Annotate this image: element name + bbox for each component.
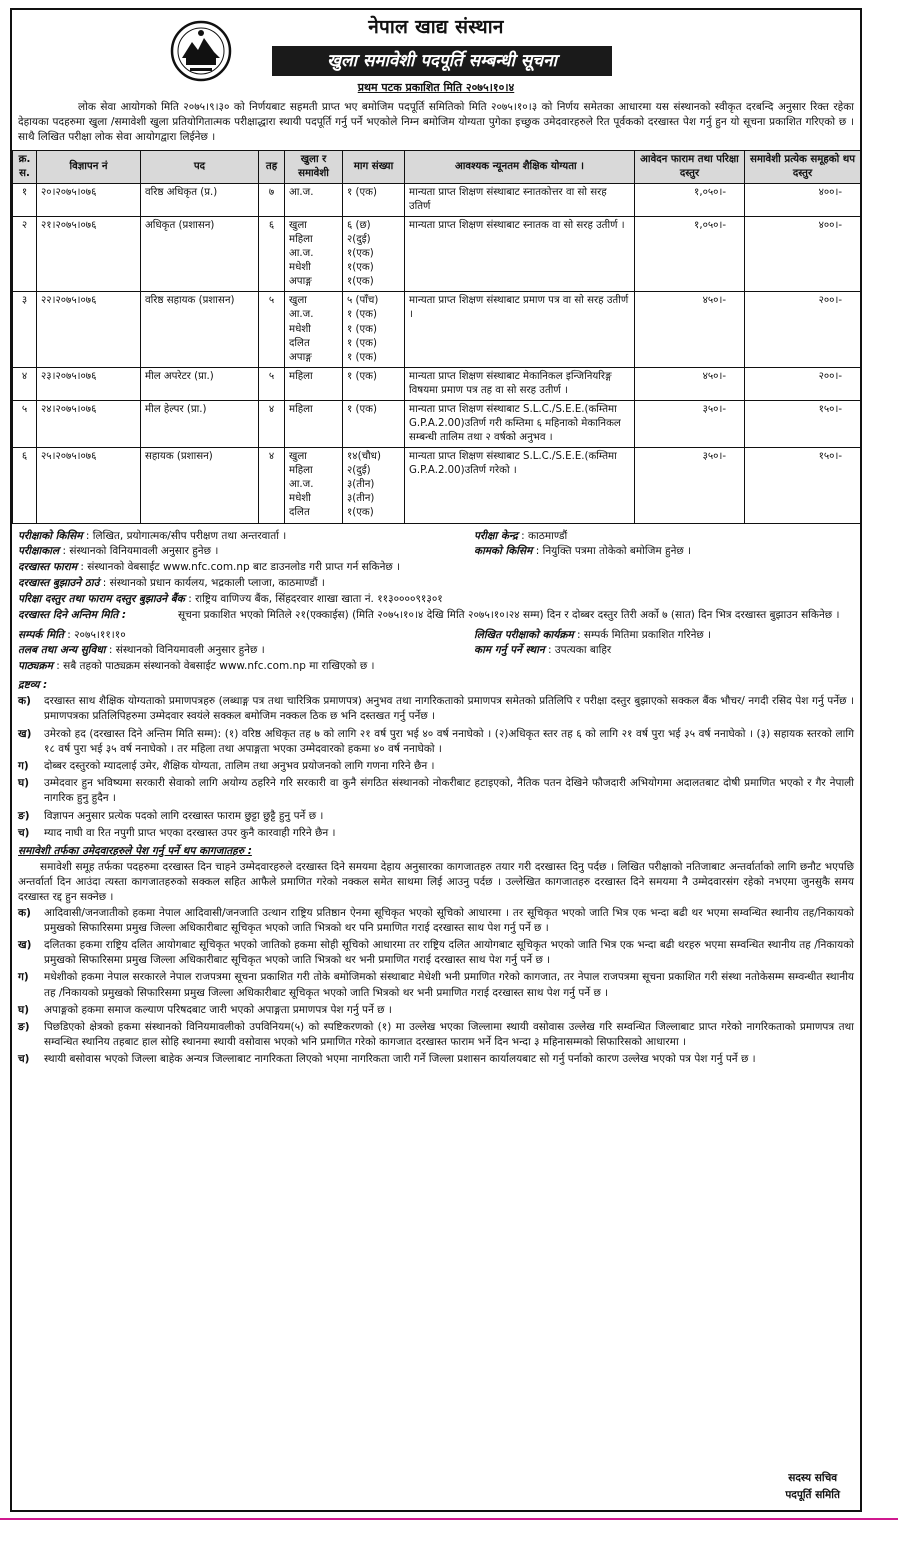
table-header-row xyxy=(13,150,861,183)
deadline-label: दरखास्त दिने अन्तिम मिति : xyxy=(18,609,127,622)
bank-info: : राष्ट्रिय वाणिज्य बैंक, सिंहदरवार शाखा खाता नं. ११३००००९१३०१ xyxy=(188,593,443,606)
organization-name: नेपाल खाद्य संस्थान xyxy=(368,16,504,38)
list-item-text: दलितका हकमा राष्ट्रिय दलित आयोगबाट सूचिकृत भएको जातिको हकमा सोही सूचिको आधारमा तर राष्ट्रिय दलित आयोगबाट सूचिकृत भएको जाति भित्र एक भन्दा बढी थरहरु भएमा सम्वन्धित स्थानीय तह /निकायको प्रमुखको सिफारिसमा प्रमुख जिल्ला अधिकारीबाट सूचिकृत भएको जाति भित्रको थर भनी प्रमाणित गराई दरखास्त साथ पेश गर्नु पर्ने छ । xyxy=(44,938,854,967)
signature-block xyxy=(785,1470,840,1504)
table-header-cell: आवश्यक न्यूनतम शैक्षिक योग्यता । xyxy=(405,150,635,183)
list-item xyxy=(18,1020,854,1050)
table-header-cell: समावेशी प्रत्येक समूहको थप दस्तुर xyxy=(745,150,861,183)
list-item-text: स्थायी बसोवास भएको जिल्ला बाहेक अन्यत्र जिल्लाबाट नागरिकता लिएको भएमा नागरिकता जारी गर्ने जिल्ला प्रशासन कार्यालयबाट सो गर्नु पर्नाको कारण उल्लेख भएको पत्र पेश गर्नु पर्ने छ । xyxy=(44,1053,756,1066)
exam-type: : लिखित, प्रयोगात्मक/सीप परीक्षण तथा अन्तरवार्ता । xyxy=(85,529,287,542)
list-item-marker: क) xyxy=(18,695,31,708)
advertisement-cell: २२।२०७५।०७६ xyxy=(37,292,141,367)
fee-cell: ३५०।- xyxy=(635,448,745,523)
list-item xyxy=(18,759,854,774)
list-item-marker: ख) xyxy=(18,938,32,951)
table-header-cell: माग संख्या xyxy=(343,150,405,183)
exam-info xyxy=(12,529,860,676)
level-cell: ४ xyxy=(259,400,285,447)
level-cell: ६ xyxy=(259,216,285,291)
serial-cell: २ xyxy=(13,216,37,291)
level-cell: ५ xyxy=(259,367,285,400)
extra-fee-cell: २००।- xyxy=(745,292,861,367)
contact-date: : २०७५।११।१० xyxy=(67,628,126,641)
salary-label: तलब तथा अन्य सुविधा xyxy=(18,644,106,657)
list-item xyxy=(18,776,854,806)
notice-title: खुला समावेशी पदपूर्ति सम्बन्धी सूचना xyxy=(272,46,612,76)
list-item xyxy=(18,694,854,724)
extra-fee-cell: १५०।- xyxy=(745,400,861,447)
fee-cell: ४५०।- xyxy=(635,367,745,400)
extra-fee-cell: ४००।- xyxy=(745,183,861,216)
written-program: : सम्पर्क मितिमा प्रकाशित गरिनेछ । xyxy=(577,628,712,641)
exam-period-label: परीक्षाकाल xyxy=(18,545,60,558)
vacancy-table xyxy=(12,150,861,524)
fee-cell: ३५०।- xyxy=(635,400,745,447)
level-cell: ७ xyxy=(259,183,285,216)
post-cell: सहायक (प्रशासन) xyxy=(141,448,259,523)
table-row xyxy=(13,400,861,447)
extra-fee-cell: ४००।- xyxy=(745,216,861,291)
table-row xyxy=(13,183,861,216)
form-info: : संस्थानको वेबसाईट www.nfc.com.np बाट डाउनलोड गरी प्राप्त गर्न सकिनेछ । xyxy=(80,561,401,574)
serial-cell: ६ xyxy=(13,448,37,523)
count-cell: १ (एक) xyxy=(343,400,405,447)
level-cell: ५ xyxy=(259,292,285,367)
extra-fee-cell: १५०।- xyxy=(745,448,861,523)
count-cell: ५ (पाँच) १ (एक) १ (एक) १ (एक) १ (एक) xyxy=(343,292,405,367)
advertisement-cell: २१।२०७५।०७६ xyxy=(37,216,141,291)
submit-place: : संस्थानको प्रधान कार्यलय, भद्रकाली प्लाजा, काठमाण्डौं । xyxy=(102,577,325,590)
group-cell: खुला महिला आ.ज. मधेशी अपाङ्ग xyxy=(285,216,343,291)
post-cell: अधिकृत (प्रशासन) xyxy=(141,216,259,291)
inclusive-intro: समावेशी समूह तर्फका पदहरुमा दरखास्त दिन चाहने उम्मेदवारहरुले दरखास्त दिने समयमा देहाय अनुसारका कागजातहरु तयार गरी दरखास्त दिनु पर्दछ । लिखित परीक्षाको नतिजाबाट अन्तर्वार्ताको लागि छनौट भएपछि अन्तर्वार्ता दिन आउंदा त्यस्ता कागजातहरुको सक्कल सहित आफैले प्रमाणित गरेको नक्कल समेत साथमा लिई आउनु पर्दछ । उल्लेखित कागजातहरु दरखास्त दिने समयमा नै उम्मेदवारसंग रहेको नभएमा जुनसुकै समय दरखास्त रद्द हुन सक्नेछ । xyxy=(18,860,854,904)
syllabus-label: पाठ्यक्रम xyxy=(18,660,53,673)
notice-header xyxy=(12,10,860,100)
list-item-marker: ग) xyxy=(18,760,29,772)
count-cell: ६ (छ) २(दुई) १(एक) १(एक) १(एक) xyxy=(343,216,405,291)
serial-cell: ३ xyxy=(13,292,37,367)
list-item-text: दरखास्त साथ शैक्षिक योग्यताको प्रमाणपत्रहरु (लब्धाङ्ग पत्र तथा चारित्रिक प्रमाणपत्र) अनुभव तथा नागरिकताको प्रमाणपत्र समेतको प्रतिलिपि र परीक्षा दस्तुर बुझाएको सक्कल बैंक भौचर/ नगदी रसिद पेश गर्नु पर्नेछ । प्रमाणपत्रका प्रतिलिपिहरुमा उम्मेदवार स्वयंले सक्कल बमोजिम नक्कल ठिक छ भनि दस्तखत गर्नु पर्नेछ । xyxy=(44,695,854,723)
qualification-cell: मान्यता प्राप्त शिक्षण संस्थाबाट प्रमाण पत्र वा सो सरह उतीर्ण । xyxy=(405,292,635,367)
publish-date: प्रथम पटक प्रकाशित मिति २०७५।१०।४ xyxy=(357,81,515,94)
group-cell: खुला आ.ज. मधेशी दलित अपाङ्ग xyxy=(285,292,343,367)
group-cell: खुला महिला आ.ज. मधेशी दलित xyxy=(285,448,343,523)
notice-frame xyxy=(10,8,862,1512)
count-cell: १ (एक) xyxy=(343,183,405,216)
exam-center-label: परीक्षा केन्द्र xyxy=(474,529,518,542)
list-item-marker: ख) xyxy=(18,727,32,740)
list-item xyxy=(18,826,854,841)
list-item xyxy=(18,970,854,1000)
table-row xyxy=(13,292,861,367)
table-row xyxy=(13,216,861,291)
qualification-cell: मान्यता प्राप्त शिक्षण संस्थाबाट स्नातक वा सो सरह उतीर्ण । xyxy=(405,216,635,291)
advertisement-cell: २०।२०७५।०७६ xyxy=(37,183,141,216)
advertisement-cell: २५।२०७५।०७६ xyxy=(37,448,141,523)
serial-cell: ५ xyxy=(13,400,37,447)
list-item-marker: ङ) xyxy=(18,1021,30,1034)
workplace: : उपत्यका बाहिर xyxy=(548,644,612,657)
form-label: दरखास्त फाराम xyxy=(18,561,78,574)
bottom-divider xyxy=(0,1518,898,1520)
list-item-text: मधेशीको हकमा नेपाल सरकारले नेपाल राजपत्रमा सूचना प्रकाशित गरी तोके बमोजिमको संस्थाबाट मेधेशी भनी प्रमाणित गरेको कागजात, तर नेपाल राजपत्रमा सूचना प्रकाशित गरी संस्था नतोकेसम्म सम्वन्धीत स्थानीय तह /निकायको प्रमुखको सिफारिसमा प्रमुख जिल्ला अधिकारीबाट सूचिकृत भएको जाति भित्रको थर भनी प्रमाणित गराई दरखास्त साथ पेश गर्नु पर्ने छ । xyxy=(44,971,854,999)
list-item-text: उम्मेदवार हुन भविष्यमा सरकारी सेवाको लागि अयोग्य ठहरिने गरि सरकारी वा कुनै संगठित संस्थानको नोकरीबाट हटाइएको, नैतिक पतन देखिने फौजदारी अभियोगमा अदालतबाट दोषी प्रमाणित भएको र गैर नेपाली नागरिक हुनु हुदैन । xyxy=(44,777,854,805)
list-item xyxy=(18,1052,854,1067)
fee-cell: ४५०।- xyxy=(635,292,745,367)
list-item xyxy=(18,938,854,968)
extra-fee-cell: २००।- xyxy=(745,367,861,400)
list-item-marker: च) xyxy=(18,826,30,839)
table-header-cell: खुला र समावेशी xyxy=(285,150,343,183)
table-header-cell: आवेदन फाराम तथा परिक्षा दस्तुर xyxy=(635,150,745,183)
written-program-label: लिखित परीक्षाको कार्यक्रम xyxy=(474,628,574,641)
level-cell: ४ xyxy=(259,448,285,523)
qualification-cell: मान्यता प्राप्त शिक्षण संस्थाबाट स्नातकोत्तर वा सो सरह उतिर्ण xyxy=(405,183,635,216)
list-item xyxy=(18,809,854,824)
notes-title: द्रष्टव्य : xyxy=(18,679,48,692)
exam-type-label: परीक्षाको किसिम xyxy=(18,529,83,542)
list-item xyxy=(18,906,854,936)
post-cell: वरिष्ठ सहायक (प्रशासन) xyxy=(141,292,259,367)
list-item-marker: ङ) xyxy=(18,809,30,822)
work-type-label: कामको किसिम xyxy=(474,545,533,558)
table-body xyxy=(13,183,861,523)
group-cell: महिला xyxy=(285,367,343,400)
list-item-marker: ग) xyxy=(18,971,29,984)
exam-center: : काठमाण्डौं xyxy=(521,529,568,542)
post-cell: वरिष्ठ अधिकृत (प्र.) xyxy=(141,183,259,216)
fee-cell: १,०५०।- xyxy=(635,183,745,216)
signature-committee: पदपूर्ति समिति xyxy=(785,1489,840,1502)
signature-title: सदस्य सचिव xyxy=(788,1472,838,1485)
submit-place-label: दरखास्त बुझाउने ठाउं xyxy=(18,577,100,590)
inclusive-title: समावेशी तर्फका उमेदवारहरुले पेश गर्नु पर्ने थप कागजातहरु : xyxy=(18,845,252,858)
advertisement-cell: २३।२०७५।०७६ xyxy=(37,367,141,400)
table-header-cell: क्र. स. xyxy=(13,150,37,183)
bank-label: परिक्षा दस्तुर तथा फाराम दस्तुर बुझाउने बैंक xyxy=(18,593,185,606)
table-header-cell: विज्ञापन नं xyxy=(37,150,141,183)
list-item-text: अपाङ्गको हकमा समाज कल्याण परिषदबाट जारी भएको अपाङ्गता प्रमाणपत्र पेश गर्नु पर्ने छ । xyxy=(44,1003,392,1016)
list-item-marker: घ) xyxy=(18,1003,30,1016)
list-item xyxy=(18,1003,854,1018)
exam-period: : संस्थानको विनियमावली अनुसार हुनेछ । xyxy=(62,545,219,558)
salary-info: : संस्थानको विनियमावली अनुसार हुनेछ । xyxy=(108,644,265,657)
table-row xyxy=(13,448,861,523)
list-item-text: दोब्बर दस्तुरको म्यादलाई उमेर, शैक्षिक योग्यता, तालिम तथा अनुभव प्रयोजनको लागि गणना गरिने छैन । xyxy=(44,760,435,772)
serial-cell: ४ xyxy=(13,367,37,400)
list-item-text: विज्ञापन अनुसार प्रत्येक पदको लागि दरखास्त फाराम छुट्टा छुट्टै हुनु पर्ने छ । xyxy=(44,809,324,822)
workplace-label: काम गर्नु पर्ने स्थान xyxy=(474,644,545,657)
fee-cell: १,०५०।- xyxy=(635,216,745,291)
inclusive-list xyxy=(12,906,860,1068)
table-header-cell: पद xyxy=(141,150,259,183)
advertisement-cell: २४।२०७५।०७६ xyxy=(37,400,141,447)
notes-list xyxy=(12,694,860,841)
syllabus-info: : सबै तहको पाठ्यक्रम संस्थानको वेबसाईट www.nfc.com.np मा राखिएको छ । xyxy=(56,660,375,673)
qualification-cell: मान्यता प्राप्त शिक्षण संस्थाबाट S.L.C./S.E.E.(कम्तिमा G.P.A.2.00)उतिर्ण गरी कम्तिमा ६ महिनाको मेकानिकल सम्बन्धी तालिम तथा २ वर्षको अनुभव । xyxy=(405,400,635,447)
qualification-cell: मान्यता प्राप्त शिक्षण संस्थाबाट मेकानिकल इन्जिनियरिङ्ग विषयमा प्रमाण पत्र तह वा सो सरह उतीर्ण । xyxy=(405,367,635,400)
post-cell: मील अपरेटर (प्रा.) xyxy=(141,367,259,400)
deadline-info: सूचना प्रकाशित भएको मितिले २१(एक्काईस) (मिति २०७५।१०।४ देखि मिति २०७५।१०।२४ सम्म) दिन र दोब्बर दस्तुर तिरी अर्को ७ (सात) दिन भित्र दरखास्त बुझाउन सकिनेछ । xyxy=(178,609,840,622)
list-item-marker: क) xyxy=(18,906,31,919)
list-item-text: म्याद नाघी वा रित नपुगी प्राप्त भएका दरखास्त उपर कुनै कारवाही गरिने छैन । xyxy=(44,826,336,839)
list-item-text: आदिवासी/जनजातीको हकमा नेपाल आदिवासी/जनजाति उत्थान राष्ट्रिय प्रतिष्ठान ऐनमा सूचिकृत भएको सूचिको आधारमा । तर सूचिकृत भएको जाति भित्र एक भन्दा बढी थर भएमा सम्वन्धित स्थानीय तह/निकायको प्रमुखको सिफारिसमा प्रमुख जिल्ला अधिकारीबाट सूचिकृत भएको जाति भित्रको थर पनि प्रमाणित गराई दरखास्त साथ पेश गर्नु पर्ने छ । xyxy=(44,906,854,934)
work-type: : नियुक्ति पत्रमा तोकेको बमोजिम हुनेछ । xyxy=(535,545,692,558)
post-cell: मील हेल्पर (प्रा.) xyxy=(141,400,259,447)
list-item-marker: च) xyxy=(18,1053,30,1066)
serial-cell: १ xyxy=(13,183,37,216)
list-item-text: पिछडिएको क्षेत्रको हकमा संस्थानको विनियमावलीको उपविनियम(५) को स्पष्टिकरणको (१) मा उल्लेख भएका जिल्लामा स्थायी वसोवास उल्लेख गरि सम्वन्धित जिल्लाबाट प्राप्त गरेको नागरिकताको प्रमाणपत्र तथा सम्वन्धित स्थानिय तहबाट हाल सोहि स्थानमा स्थायी वसोवास भएको भनि प्रमाणित गरेको कागजात दरखास्त फाराम भर्ने दिन भन्दा ३ महिनासम्मको सिफारिसको आधारमा । xyxy=(44,1021,854,1049)
intro-paragraph: लोक सेवा आयोगको मिति २०७५।९।३० को निर्णयबाट सहमती प्राप्त भए बमोजिम पदपूर्ति समितिको मिति २०७५।१०।३ को निर्णय समेतका आधारमा यस संस्थानको स्वीकृत दरबन्दि अनुसार रिक्त रहेका देहायका पदहरुमा खुला /समावेशी खुला प्रतियोगितात्मक परीक्षाद्धारा स्थायी पदपूर्ति गर्नु पर्ने भएकोले निम्न बमोजिम योग्यता पुगेका इच्छुक उमेदवारहरुले रित पूर्वकको दरखास्त पेश गर्नु हुन यो सूचना प्रकाशित गरिएको छ । साथै लिखित परीक्षा लोक सेवा आयोगद्वारा लिईनेछ । xyxy=(18,101,854,144)
list-item xyxy=(18,727,854,757)
group-cell: महिला xyxy=(285,400,343,447)
list-item-text: उमेरको हद (दरखास्त दिने अन्तिम मिति सम्म): (१) वरिष्ठ अधिकृत तह ७ को लागि २१ वर्ष पुरा भई ४० वर्ष ननाघेको । (२)अधिकृत स्तर तह ६ को लागि २१ वर्ष पुरा भई ३५ वर्ष ननाघेको । (३) सहायक स्तरको लागि १८ वर्ष पुरा भई ३५ वर्ष ननाघेको । तर महिला तथा अपाङ्गता भएका उम्मेदवारको हकमा ४० वर्ष ननाघेको । xyxy=(44,727,854,755)
table-header-cell: तह xyxy=(259,150,285,183)
count-cell: १४(चौध) २(दुई) ३(तीन) ३(तीन) १(एक) xyxy=(343,448,405,523)
table-row xyxy=(13,367,861,400)
list-item-marker: घ) xyxy=(18,777,30,790)
count-cell: १ (एक) xyxy=(343,367,405,400)
contact-date-label: सम्पर्क मिति xyxy=(18,628,64,641)
qualification-cell: मान्यता प्राप्त शिक्षण संस्थाबाट S.L.C./S.E.E.(कम्तिमा G.P.A.2.00)उतिर्ण गरेको । xyxy=(405,448,635,523)
group-cell: आ.ज. xyxy=(285,183,343,216)
